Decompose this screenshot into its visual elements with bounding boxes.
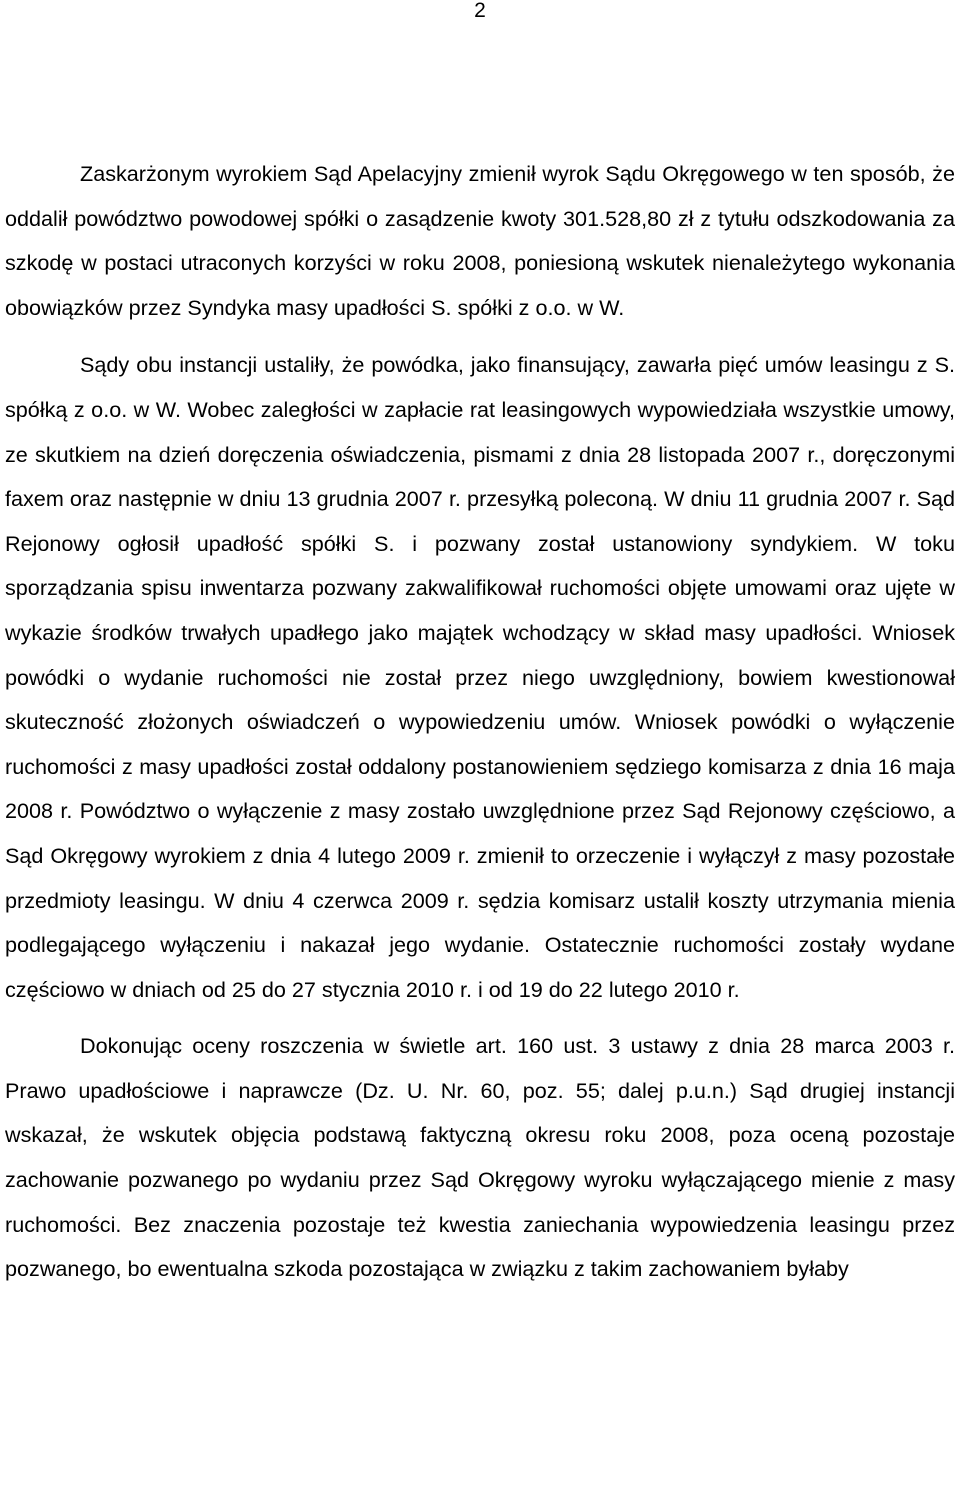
paragraph-judgment-summary: Zaskarżonym wyrokiem Sąd Apelacyjny zmienił wyrok Sądu Okręgowego w ten sposób, że oddalił powództwo powodowej spółki o zasądzenie kwoty 301.528,80 zł z tytułu odszkodowania za szkodę w postaci utraconych korzyści w roku 2008, poniesioną wskutek nienależytego wykonania obowiązków przez Syndyka masy upadłości S. spółki z o.o. w W.	[5, 161, 955, 320]
document-body	[5, 152, 955, 1292]
paragraph-findings-of-fact: Sądy obu instancji ustaliły, że powódka, jako finansujący, zawarła pięć umów leasingu z S. spółką z o.o. w W. Wobec zaległości w zapłacie rat leasingowych wypowiedziała wszystkie umowy, ze skutkiem na dzień doręczenia oświadczenia, pismami z dnia 28 listopada 2007 r., doręczonymi faxem oraz następnie w dniu 13 grudnia 2007 r. przesyłką poleconą. W dniu 11 grudnia 2007 r. Sąd Rejonowy ogłosił upadłość spółki S. i pozwany został ustanowiony syndykiem. W toku sporządzania spisu inwentarza pozwany zakwalifikował ruchomości objęte umowami oraz ujęte w wykazie środków trwałych upadłego jako majątek wchodzący w skład masy upadłości. Wniosek powódki o wydanie ruchomości nie został przez niego uwzględniony, bowiem kwestionował skuteczność złożonych oświadczeń o wypowiedzeniu umów. Wniosek powódki o wyłączenie ruchomości z masy upadłości został oddalony postanowieniem sędziego komisarza z dnia 16 maja 2008 r. Powództwo o wyłączenie z masy zostało uwzględnione przez Sąd Rejonowy częściowo, a Sąd Okręgowy wyrokiem z dnia 4 lutego 2009 r. zmienił to orzeczenie i wyłączył z masy pozostałe przedmioty leasingu. W dniu 4 czerwca 2009 r. sędzia komisarz ustalił koszty utrzymania mienia podlegającego wyłączeniu i nakazał jego wydanie. Ostatecznie ruchomości zostały wydane częściowo w dniach od 25 do 27 stycznia 2010 r. i od 19 do 22 lutego 2010 r.	[5, 352, 955, 1002]
page-number: 2	[474, 0, 486, 22]
paragraph-legal-assessment: Dokonując oceny roszczenia w świetle art. 160 ust. 3 ustawy z dnia 28 marca 2003 r. Prawo upadłościowe i naprawcze (Dz. U. Nr. 60, poz. 55; dalej p.u.n.) Sąd drugiej instancji wskazał, że wskutek objęcia podstawą faktyczną okresu roku 2008, poza oceną pozostaje zachowanie pozwanego po wydaniu przez Sąd Okręgowy wyroku wyłączającego mienie z masy ruchomości. Bez znaczenia pozostaje też kwestia zaniechania wypowiedzenia leasingu przez pozwanego, bo ewentualna szkoda pozostająca w związku z takim zachowaniem byłaby	[5, 1033, 955, 1282]
